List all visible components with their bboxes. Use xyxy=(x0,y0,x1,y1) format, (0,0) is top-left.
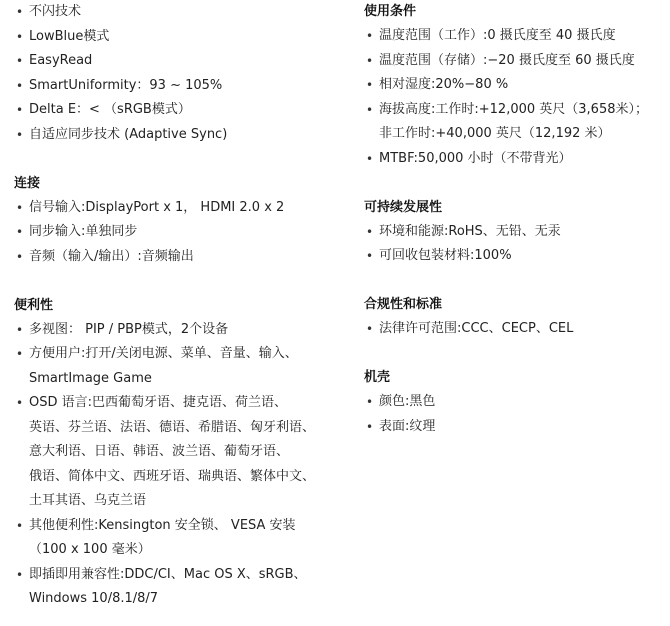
spec-item xyxy=(14,98,344,123)
spec-item-text: • 海拔高度:工作时:+12,000 英尺（3,658米）； xyxy=(379,101,648,117)
spec-item-text: SmartImage Game xyxy=(29,370,152,386)
section-gap xyxy=(14,269,344,294)
spec-section xyxy=(364,366,664,439)
spec-item-text: • 不闪技术 xyxy=(29,4,82,19)
section-gap xyxy=(364,171,664,196)
spec-item-text: （100 x 100 毫米） xyxy=(29,542,151,557)
spec-item-text: • 多视图： PIP / PBP模式，2个设备 xyxy=(29,321,229,337)
spec-item xyxy=(14,74,344,99)
section-title: 机壳 xyxy=(364,370,391,385)
spec-item-text: • 自适应同步技术 (Adaptive Sync) xyxy=(29,126,228,142)
spec-item-text: • 可回收包装材料:100% xyxy=(379,248,512,263)
spec-item xyxy=(14,342,344,391)
spec-section xyxy=(364,293,664,342)
spec-item-text: • 方便用户:打开/关闭电源、菜单、音量、输入、 xyxy=(29,346,298,361)
spec-item-text: • 温度范围（存储）:−20 摄氏度至 60 摄氏度 xyxy=(379,52,635,68)
spec-item-text: • 相对湿度:20%−80 % xyxy=(379,77,509,92)
spec-item xyxy=(14,0,344,25)
spec-item-text: • EasyRead xyxy=(29,53,93,68)
section-title: 便利性 xyxy=(14,297,54,313)
spec-item xyxy=(364,390,664,415)
spec-item xyxy=(364,415,664,440)
spec-item-text: • 音频（输入/输出）:音频输出 xyxy=(29,248,194,264)
spec-item xyxy=(364,98,664,147)
spec-item-text: • LowBlue模式 xyxy=(29,28,110,44)
spec-item xyxy=(364,73,664,98)
spec-item xyxy=(14,563,344,612)
spec-item-text: 土耳其语、乌克兰语 xyxy=(29,493,147,508)
spec-item-text: • Delta E：< （sRGB模式） xyxy=(29,102,191,117)
spec-item xyxy=(14,123,344,148)
left-column xyxy=(14,0,344,612)
spec-item-text: 非工作时:+40,000 英尺（12,192 米） xyxy=(379,126,611,141)
spec-item-text: 俄语、简体中文、西班牙语、瑞典语、繁体中文、 xyxy=(29,468,316,484)
section-gap xyxy=(364,269,664,294)
spec-section xyxy=(364,0,664,171)
section-title: 合规性和标准 xyxy=(364,297,443,312)
spec-item xyxy=(364,220,664,245)
spec-item-text: • SmartUniformity：93 ~ 105% xyxy=(29,77,223,93)
spec-item xyxy=(14,49,344,74)
spec-item-text: • 环境和能源:RoHS、无铅、无汞 xyxy=(379,223,561,239)
spec-item-text: 意大利语、日语、韩语、波兰语、葡萄牙语、 xyxy=(29,444,290,459)
section-gap xyxy=(14,147,344,172)
spec-item xyxy=(14,25,344,50)
spec-item-text: • 表面:纹理 xyxy=(379,418,436,434)
spec-item-text: • 同步输入:单独同步 xyxy=(29,224,138,239)
section-title: 连接 xyxy=(14,175,41,191)
spec-item xyxy=(364,317,664,342)
spec-item-text: 英语、芬兰语、法语、德语、希腊语、匈牙利语、 xyxy=(29,419,316,435)
spec-item-text: • 颜色:黑色 xyxy=(379,394,436,409)
spec-item xyxy=(14,318,344,343)
spec-item xyxy=(14,220,344,245)
right-column xyxy=(364,0,664,439)
spec-item-text: • 法律许可范围:CCC、CECP、CEL xyxy=(379,321,574,336)
spec-section xyxy=(14,172,344,270)
spec-item xyxy=(364,24,664,49)
spec-item xyxy=(14,391,344,514)
spec-item xyxy=(14,196,344,221)
spec-item xyxy=(364,49,664,74)
spec-item-text: Windows 10/8.1/8/7 xyxy=(29,591,159,606)
spec-item xyxy=(14,514,344,563)
spec-item-text: • 温度范围（工作）:0 摄氏度至 40 摄氏度 xyxy=(379,28,616,43)
spec-item-text: • 其他便利性:Kensington 安全锁、 VESA 安装 xyxy=(29,517,296,533)
spec-item xyxy=(14,245,344,270)
spec-item-text: • 即插即用兼容性:DDC/CI、Mac OS X、sRGB、 xyxy=(29,566,307,582)
section-title: 使用条件 xyxy=(364,4,417,19)
spec-item-text: • 信号输入:DisplayPort x 1， HDMI 2.0 x 2 xyxy=(29,199,285,215)
spec-section xyxy=(364,196,664,269)
spec-item xyxy=(364,147,664,172)
spec-item-text: • OSD 语言:巴西葡萄牙语、捷克语、荷兰语、 xyxy=(29,395,288,410)
spec-item-text: • MTBF:50,000 小时（不带背光） xyxy=(379,150,572,166)
spec-section xyxy=(14,294,344,612)
section-title: 可持续发展性 xyxy=(364,199,443,215)
spec-item xyxy=(364,244,664,269)
section-gap xyxy=(364,342,664,367)
